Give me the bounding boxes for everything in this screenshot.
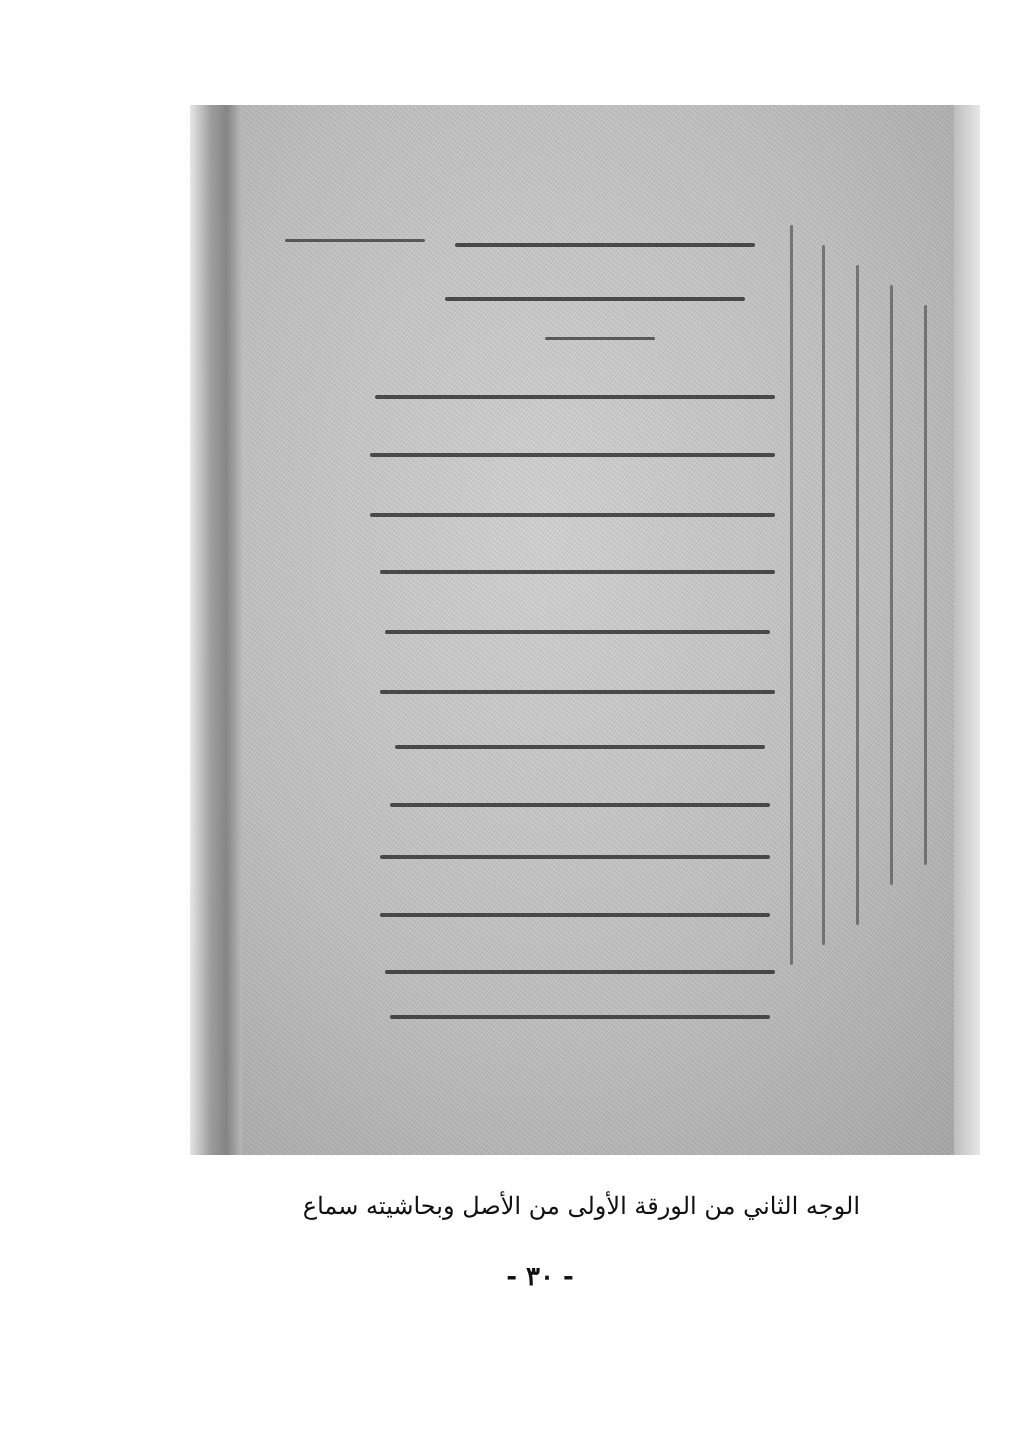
handwritten-line [385,630,770,634]
handwritten-line [385,970,775,974]
margin-note-line [924,305,927,865]
page-edge [954,105,980,1155]
figure-caption: الوجه الثاني من الورقة الأولى من الأصل وبحاشيته سماع [302,1192,860,1220]
marginal-audition-note [780,225,945,965]
handwritten-line [380,570,775,574]
margin-note-line [890,285,893,885]
handwritten-line [390,1015,770,1019]
handwritten-line [375,395,775,399]
manuscript-photograph [190,105,980,1155]
handwritten-line [380,913,770,917]
handwritten-line [390,803,770,807]
margin-note-line [822,245,825,945]
handwritten-line [445,297,745,301]
handwritten-line [395,745,765,749]
binding-edge [190,105,242,1155]
margin-note-line [856,265,859,925]
handwritten-line [285,239,425,242]
handwritten-line [380,690,775,694]
page-number: - ٣٠ - [506,1262,574,1292]
handwritten-line [455,243,755,247]
manuscript-handwriting [285,225,775,1025]
handwritten-line [545,337,655,340]
handwritten-line [380,855,770,859]
handwritten-line [370,453,775,457]
margin-note-line [790,225,793,965]
handwritten-line [370,513,775,517]
